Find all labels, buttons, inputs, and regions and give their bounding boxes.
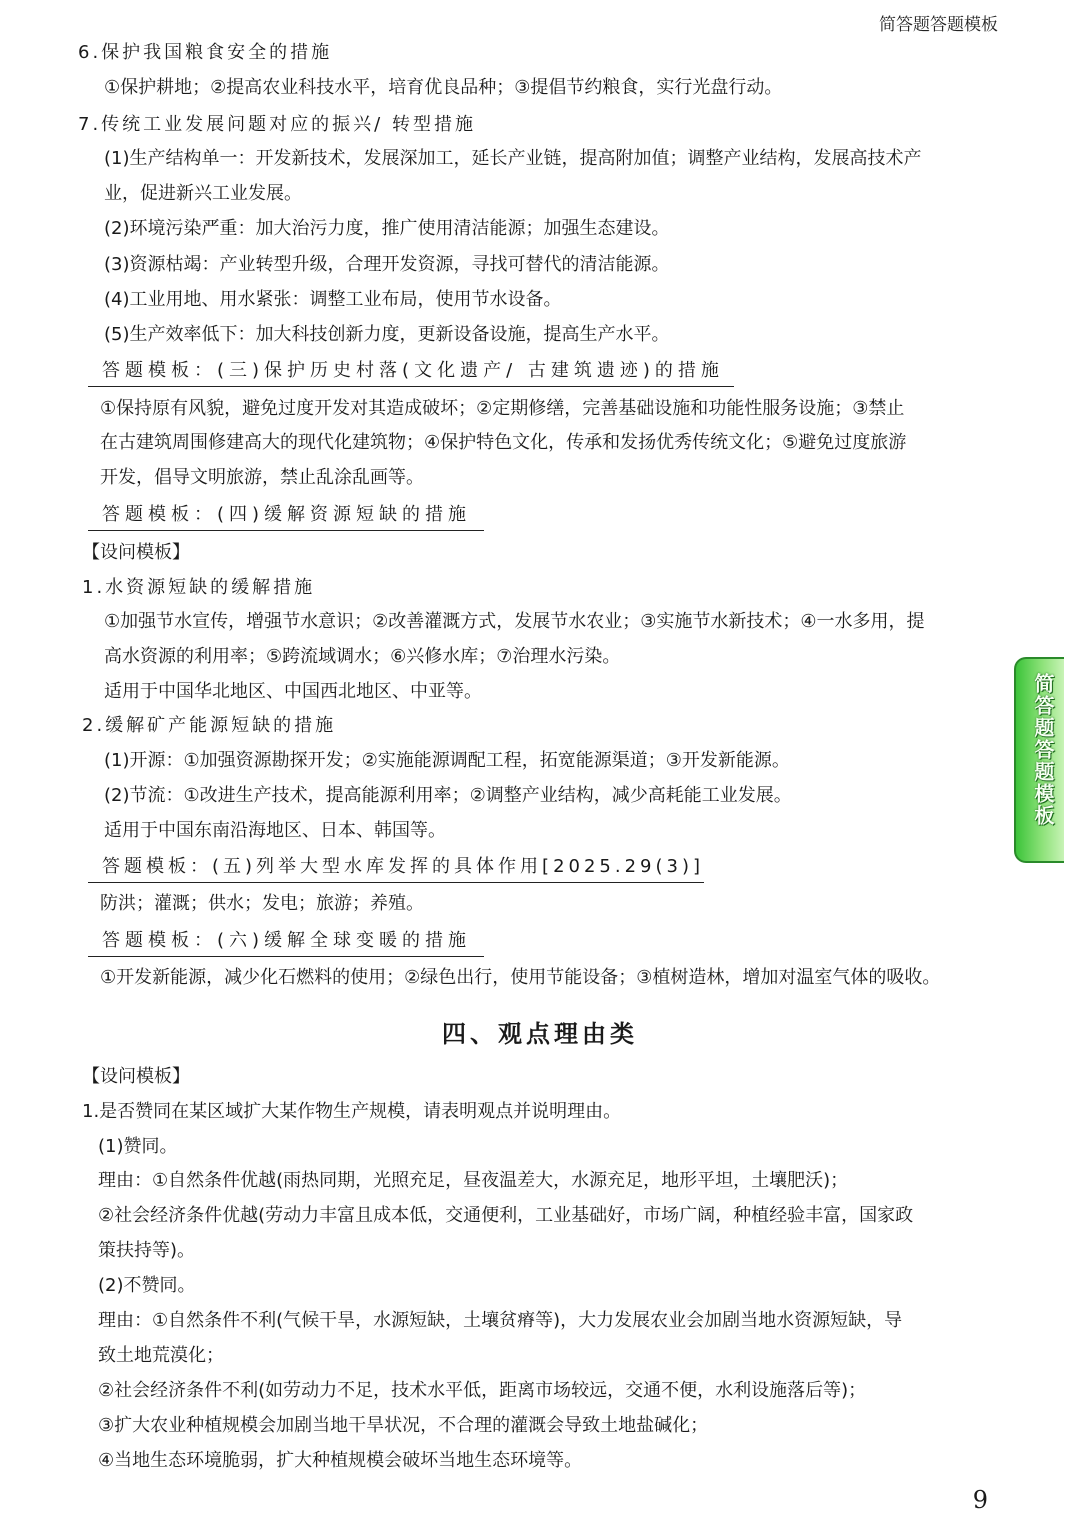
body-line: ①保护耕地；②提高农业科技水平，培育优良品种；③提倡节约粮食，实行光盘行动。 bbox=[104, 77, 783, 98]
question-template-label: 【设问模板】 bbox=[82, 1066, 190, 1087]
item-heading: 6.保护我国粮食安全的措施 bbox=[78, 42, 333, 63]
body-line: (1)生产结构单一：开发新技术，发展深加工，延长产业链，提高附加值；调整产业结构，发展高技术产 bbox=[104, 148, 922, 169]
side-tab-label: 简答题答题模板 bbox=[1031, 673, 1055, 827]
item-heading: 7.传统工业发展问题对应的振兴/ 转型措施 bbox=[78, 114, 476, 135]
body-line: (2)不赞同。 bbox=[98, 1275, 196, 1296]
body-line: (3)资源枯竭：产业转型升级，合理开发资源，寻找可替代的清洁能源。 bbox=[104, 254, 670, 275]
body-line: (1)开源：①加强资源勘探开发；②实施能源调配工程，拓宽能源渠道；③开发新能源。 bbox=[104, 750, 790, 771]
template-heading: 答题模板：(四)缓解资源短缺的措施 bbox=[102, 504, 472, 525]
item-heading: 1.是否赞同在某区域扩大某作物生产规模，请表明观点并说明理由。 bbox=[82, 1101, 622, 1122]
body-line: (2)节流：①改进生产技术，提高能源利用率；②调整产业结构，减少高耗能工业发展。 bbox=[104, 785, 792, 806]
body-line: 业，促进新兴工业发展。 bbox=[104, 183, 302, 204]
item-heading: 2.缓解矿产能源短缺的措施 bbox=[82, 715, 337, 736]
chapter-side-tab bbox=[1014, 657, 1064, 863]
body-line: ④当地生态环境脆弱，扩大种植规模会破坏当地生态环境等。 bbox=[98, 1450, 583, 1471]
body-line: 适用于中国华北地区、中国西北地区、中亚等。 bbox=[104, 681, 482, 702]
body-line: 开发，倡导文明旅游，禁止乱涂乱画等。 bbox=[100, 467, 424, 488]
template-heading: 答题模板：(六)缓解全球变暖的措施 bbox=[102, 930, 472, 951]
question-template-label: 【设问模板】 bbox=[82, 542, 190, 563]
template-heading: 答题模板：(三)保护历史村落(文化遗产/ 古建筑遗迹)的措施 bbox=[102, 360, 724, 381]
body-line: 理由：①自然条件优越(雨热同期，光照充足，昼夜温差大，水源充足，地形平坦，土壤肥沃)； bbox=[98, 1170, 849, 1191]
page-number: 9 bbox=[972, 1486, 988, 1514]
body-line: 防洪；灌溉；供水；发电；旅游；养殖。 bbox=[100, 893, 424, 914]
item-heading: 1.水资源短缺的缓解措施 bbox=[82, 577, 316, 598]
body-line: ②社会经济条件不利(如劳动力不足，技术水平低，距离市场较远，交通不便，水利设施落后等)； bbox=[98, 1380, 867, 1401]
body-line: 在古建筑周围修建高大的现代化建筑物；④保护特色文化，传承和发扬优秀传统文化；⑤避免过度旅游 bbox=[100, 432, 907, 453]
body-line: ②社会经济条件优越(劳动力丰富且成本低，交通便利，工业基础好，市场广阔，种植经验丰富，国家政 bbox=[98, 1205, 914, 1226]
body-line: ①保持原有风貌，避免过度开发对其造成破坏；②定期修缮，完善基础设施和功能性服务设施；③禁止 bbox=[100, 398, 905, 419]
body-line: (2)环境污染严重：加大治污力度，推广使用清洁能源；加强生态建设。 bbox=[104, 218, 670, 239]
body-line: 策扶持等)。 bbox=[98, 1240, 196, 1261]
body-line: 致土地荒漠化； bbox=[98, 1345, 224, 1366]
body-line: ①加强节水宣传，增强节水意识；②改善灌溉方式，发展节水农业；③实施节水新技术；④一水多用，提 bbox=[104, 611, 925, 632]
body-line: 适用于中国东南沿海地区、日本、韩国等。 bbox=[104, 820, 446, 841]
body-line: 高水资源的利用率；⑤跨流域调水；⑥兴修水库；⑦治理水污染。 bbox=[104, 646, 621, 667]
running-header: 简答题答题模板 bbox=[879, 15, 998, 35]
body-line: ③扩大农业种植规模会加剧当地干旱状况，不合理的灌溉会导致土地盐碱化； bbox=[98, 1415, 709, 1436]
body-line: 理由：①自然条件不利(气候干旱，水源短缺，土壤贫瘠等)，大力发展农业会加剧当地水资源短缺，导 bbox=[98, 1310, 903, 1331]
body-line: (1)赞同。 bbox=[98, 1136, 178, 1157]
body-line: (5)生产效率低下：加大科技创新力度，更新设备设施，提高生产水平。 bbox=[104, 324, 670, 345]
body-line: ①开发新能源，减少化石燃料的使用；②绿色出行，使用节能设备；③植树造林，增加对温室气体的吸收。 bbox=[100, 967, 941, 988]
template-heading: 答题模板：(五)列举大型水库发挥的具体作用[2025.29(3)] bbox=[102, 856, 705, 877]
body-line: (4)工业用地、用水紧张：调整工业布局，使用节水设备。 bbox=[104, 289, 562, 310]
section-title: 四、观点理由类 bbox=[442, 1020, 638, 1048]
